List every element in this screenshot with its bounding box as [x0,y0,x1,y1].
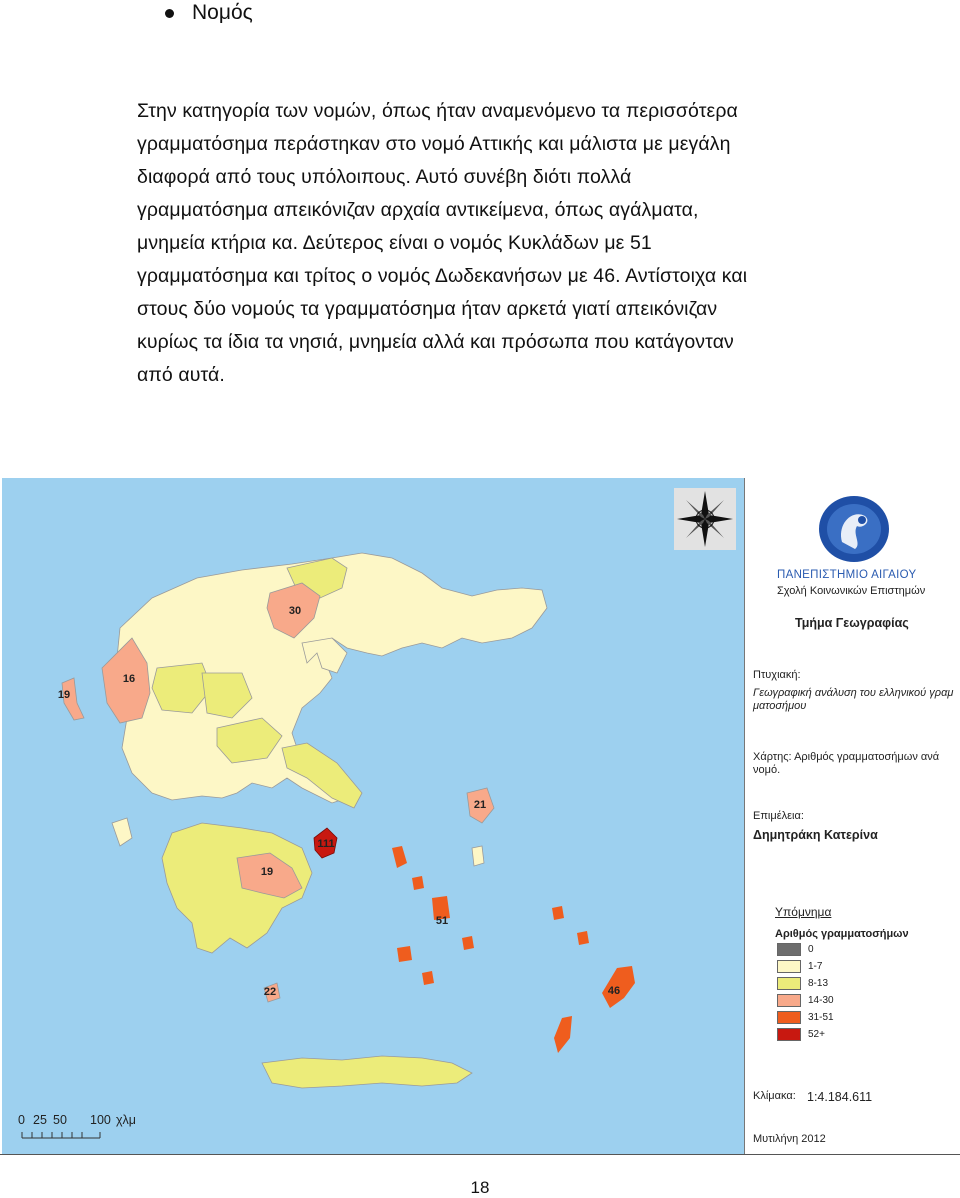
dodecanese-island [552,906,564,920]
editor-name: Δημητράκη Κατερίνα [753,828,878,842]
scale-value: 1:4.184.611 [807,1090,873,1104]
legend-swatch-5 [777,1028,801,1041]
legend-swatch-1 [777,960,801,973]
thesis-title-line2: ματοσήμου [753,700,807,712]
compass-rose-icon [674,488,736,550]
legend-swatch-2 [777,977,801,990]
university-name: ΠΑΝΕΠΙΣΤΗΜΙΟ ΑΙΓΑΙΟΥ [777,569,917,581]
legend-label-5: 52+ [808,1029,825,1040]
cyclades-island [422,971,434,985]
legend-label-4: 31-51 [808,1012,834,1023]
bullet-icon [165,9,174,18]
editor-label: Επιμέλεια: [753,810,804,822]
paragraph-line: διαφορά από τους υπόλοιπους. Αυτό συνέβη διότι πολλά [137,166,632,188]
corfu-label: 19 [57,689,71,701]
place-date: Μυτιλήνη 2012 [753,1133,826,1145]
legend-label-3: 14-30 [808,995,834,1006]
cyclades-island [397,946,412,962]
cyclades-island [392,846,407,868]
paragraph-line: μνημεία κτήρια κα. Δεύτερος είναι ο νομός Κυκλάδων με 51 [137,232,652,254]
scale-bar [22,1132,100,1138]
section-heading [165,0,253,26]
thesis-label: Πτυχιακή: [753,669,801,681]
legend-title: Υπόμνημα [775,905,832,919]
map-drawing [2,478,744,1154]
legend-swatch-3 [777,994,801,1007]
map-description-line2: νομό. [753,764,781,776]
legend-subtitle: Αριθμός γραμματοσήμων [775,928,909,940]
scale-tick-100: 100 [90,1113,111,1127]
dodecanese-label: 46 [607,985,621,997]
heading-text: Νομός [192,1,253,24]
scale-tick-0: 0 [18,1113,25,1127]
chios-island [472,846,484,866]
department-name: Τμήμα Γεωγραφίας [795,616,909,630]
argolida-label: 19 [260,866,274,878]
paragraph-line: στους δύο νομούς τα γραμματόσημα ήταν αρκετά γιατί απεικόνιζαν [137,298,718,320]
scale-label: Κλίμακα: [753,1090,796,1102]
legend-label-1: 1-7 [808,961,823,972]
paragraph-line: Στην κατηγορία των νομών, όπως ήταν αναμενόμενο τα περισσότερα [137,100,738,122]
paragraph-line: γραμματόσημα και τρίτος ο νομός Δωδεκανήσων με 46. Αντίστοιχα και [137,265,748,287]
thesis-title-line1: Γεωγραφική ανάλυση του ελληνικού γραμ [753,687,954,699]
zakynthos-label: 22 [263,986,277,998]
university-logo-icon [817,494,892,564]
lesvos-label: 21 [473,799,487,811]
karpathos-island [554,1016,572,1053]
paragraph-line: κυρίως τα ίδια τα νησιά, μνημεία αλλά και πρόσωπα που κατάγονταν [137,331,734,353]
attica-label: 111 [317,838,335,850]
scale-unit: χλμ [116,1113,137,1127]
map-bottom-border [0,1154,960,1155]
paragraph-line: από αυτά. [137,364,225,386]
school-name: Σχολή Κοινωνικών Επιστημών [777,585,926,597]
crete-island [262,1056,472,1088]
ioannina-label: 16 [122,673,136,685]
legend-label-2: 8-13 [808,978,829,989]
paragraph-line: γραμματόσημα απεικόνιζαν αρχαία αντικείμενα, όπως αγάλματα, [137,199,699,221]
map-info-panel [744,478,960,1154]
legend-swatch-0 [777,943,801,956]
thessaloniki-label: 30 [288,605,302,617]
page-number: 18 [470,1178,490,1197]
map-canvas [2,478,744,1154]
map-description-line1: Χάρτης: Αριθμός γραμματοσήμων ανά [753,751,940,763]
body-paragraph [137,95,817,392]
cyclades-label: 51 [435,915,449,927]
legend-label-0: 0 [808,944,814,955]
scale-tick-25: 25 [33,1113,47,1127]
cyclades-island [462,936,474,950]
legend-swatch-4 [777,1011,801,1024]
kefalonia-island [112,818,132,846]
greece-choropleth-map [0,478,960,1156]
scale-tick-50: 50 [53,1113,67,1127]
dodecanese-island [577,931,589,945]
cyclades-island [412,876,424,890]
paragraph-line: γραμματόσημα περάστηκαν στο νομό Αττικής και μάλιστα με μεγάλη [137,133,731,155]
